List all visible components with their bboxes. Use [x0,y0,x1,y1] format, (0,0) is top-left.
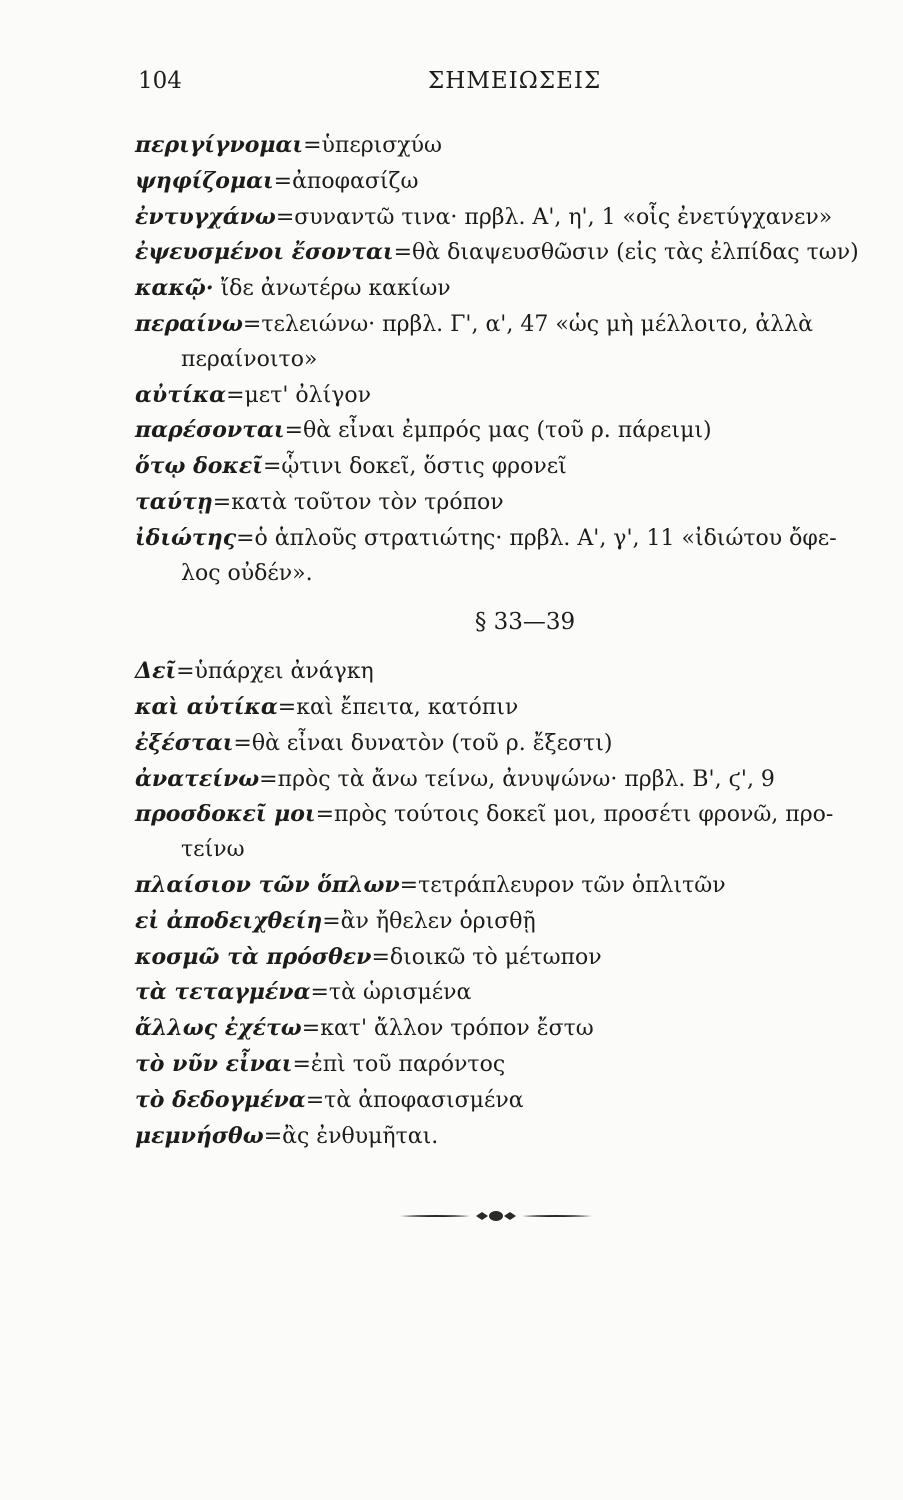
lemma: αὐτίκα [135,381,227,408]
definition: =ὁ ἁπλοῦς στρατιώτης· πρβλ. Α', γ', 11 «ἰδιώτου ὄφε- [236,525,837,551]
glossary-entry [135,1119,875,1155]
definition: =θὰ εἶναι δυνατὸν (τοῦ ρ. ἔξεστι) [233,730,613,756]
definition: =ὑπάρχει ἀνάγκη [176,659,374,685]
glossary-entry [135,164,875,200]
lemma: ἐψευσμένοι ἔσονται [135,239,394,266]
glossary [135,128,875,1154]
glossary-entry [135,485,875,521]
definition: =κατὰ τοῦτον τὸν τρόπον [212,489,504,515]
definition-continuation: τείνω [181,837,245,863]
lemma: ψηφίζομαι [135,167,274,194]
lemma: προσδοκεῖ μοι [135,801,316,828]
page-header [138,68,828,102]
lemma: ὅτῳ δοκεῖ [135,453,263,480]
definition-continuation: λος οὐδέν». [181,560,313,586]
lemma: περαίνω [135,310,243,337]
glossary-entry [135,128,875,164]
glossary-entry [135,726,875,762]
definition: =ᾧτινι δοκεῖ, ὅστις φρονεῖ [262,454,567,480]
glossary-entry [135,449,875,485]
definition: =τετράπλευρον τῶν ὁπλιτῶν [399,872,726,898]
lemma: εἰ ἀποδειχθείη [135,907,323,934]
definition: =ἐπὶ τοῦ παρόντος [292,1051,506,1077]
glossary-group-b [135,654,875,1154]
glossary-entry [135,690,875,726]
glossary-entry [135,413,875,449]
definition-continuation: περαίνοιτο» [181,346,318,372]
lemma: περιγίγνομαι [135,132,304,158]
lemma: τὸ δεδογμένα [135,1086,306,1113]
definition: =πρὸς τούτοις δοκεῖ μοι, προσέτι φρονῶ, προ- [315,802,834,828]
definition: =ἂν ἤθελεν ὁρισθῇ [322,908,536,934]
glossary-entry [135,378,875,414]
lemma: καὶ αὐτίκα [135,693,278,720]
glossary-entry [135,307,875,343]
glossary-entry [135,904,875,940]
glossary-entry [135,1047,875,1083]
definition: =μετ' ὀλίγον [226,382,371,408]
glossary-entry [135,1083,875,1119]
lemma: παρέσονται [135,417,285,444]
lemma: κοσμῶ τὰ πρόσθεν [135,943,372,970]
lemma: τὸ νῦν εἶναι [135,1050,293,1077]
section-heading: § 33—39 [474,609,576,636]
definition: =διοικῶ τὸ μέτωπον [371,944,602,970]
definition: =τὰ ἀποφασισμένα [305,1087,524,1113]
glossary-group-a [135,128,875,591]
lemma: Δεῖ [135,658,177,685]
definition: =καὶ ἔπειτα, κατόπιν [277,694,519,720]
glossary-entry [135,762,875,798]
definition: =ἀποφασίζω [273,168,419,194]
glossary-entry [135,521,875,557]
glossary-entry [135,235,875,271]
lemma: ἄλλως ἐχέτω [135,1015,302,1042]
definition: =ἂς ἐνθυμῆται. [263,1123,439,1149]
definition: ἴδε ἀνωτέρω κακίων [213,276,451,302]
running-head: ΣΗΜΕΙΩΣΕΙΣ [428,68,602,94]
glossary-entry [135,868,875,904]
glossary-entry [135,654,875,690]
definition: =συναντῶ τινα· πρβλ. Α', η', 1 «οἷς ἐνετύγχανεν» [275,204,833,230]
lemma: ἐντυγχάνω [135,203,276,230]
glossary-entry [135,797,875,833]
lemma: πλαίσιον τῶν ὅπλων [135,871,400,898]
lemma: ἀνατείνω [135,765,260,792]
glossary-entry [135,271,875,307]
glossary-entry [135,975,875,1011]
glossary-entry [135,940,875,976]
lemma: τὰ τεταγμένα [135,979,311,1006]
definition: =θὰ διαψευσθῶσιν (εἰς τὰς ἐλπίδας των) [393,240,859,266]
definition: =θὰ εἶναι ἐμπρός μας (τοῦ ρ. πάρειμι) [284,418,712,444]
definition: =ὑπερισχύω [303,133,442,158]
lemma: ἰδιώτης [135,524,237,551]
lemma: κακῷ· [135,275,214,302]
glossary-entry [135,200,875,236]
definition: =τελειώνω· πρβλ. Γ', α', 47 «ὡς μὴ μέλλοιτο, ἀλλὰ [242,311,813,337]
definition: =τὰ ὡρισμένα [310,980,472,1006]
decorative-rule-icon [398,1206,594,1226]
definition: =κατ' ἄλλον τρόπον ἔστω [301,1016,594,1042]
lemma: μεμνήσθω [135,1122,264,1149]
glossary-entry [135,1011,875,1047]
lemma: ταύτῃ [135,488,213,515]
lemma: ἐξέσται [135,729,234,756]
page-number: 104 [138,68,182,94]
definition: =πρὸς τὰ ἄνω τείνω, ἀνυψώνω· πρβλ. Β', ϛ', 9 [259,766,775,792]
